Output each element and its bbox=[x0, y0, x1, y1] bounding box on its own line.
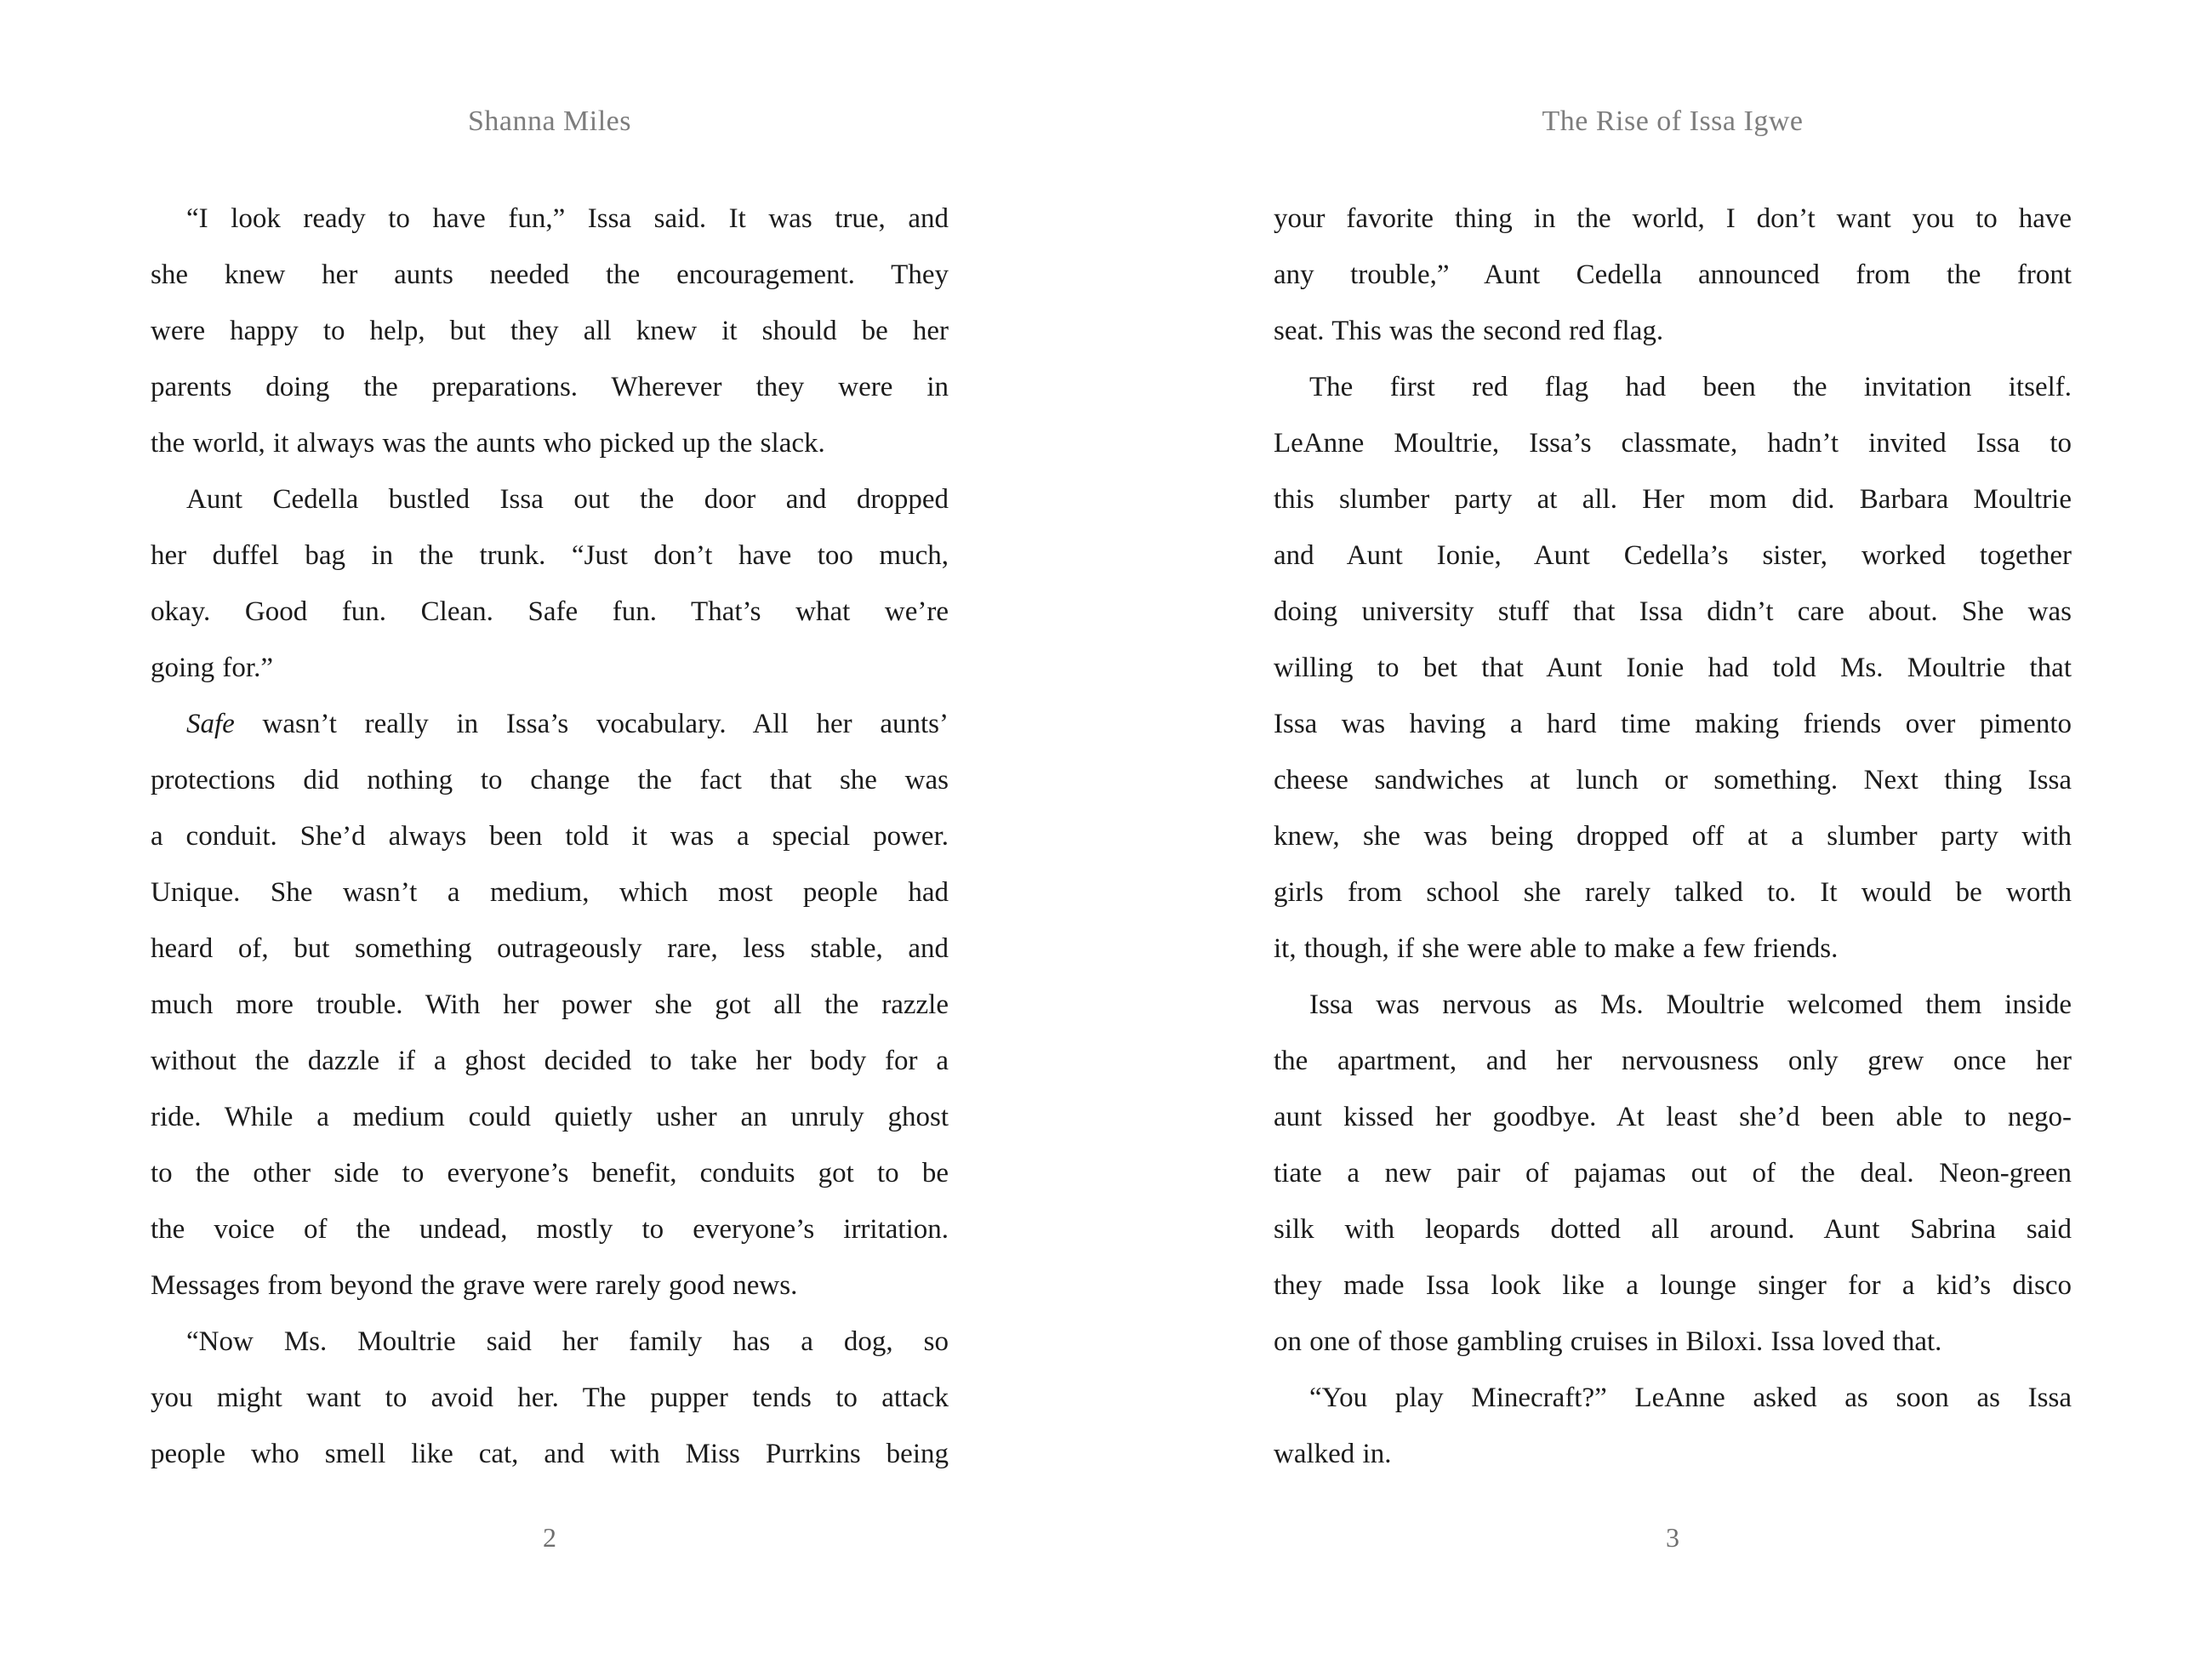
text-line: and Aunt Ionie, Aunt Cedella’s sister, worked together bbox=[1274, 540, 2072, 571]
text-line: people who smell like cat, and with Miss Purrkins being bbox=[151, 1439, 949, 1469]
text-line: ride. While a medium could quietly usher an unruly ghost bbox=[151, 1102, 949, 1132]
page-number-left: 2 bbox=[543, 1522, 556, 1553]
text-line: okay. Good fun. Clean. Safe fun. That’s what we’re bbox=[151, 596, 949, 627]
text-line: heard of, but something outrageously rare, less stable, and bbox=[151, 933, 949, 964]
text-line: the voice of the undead, mostly to everyone’s irritation. bbox=[151, 1214, 949, 1245]
text-line: the world, it always was the aunts who picked up the slack. bbox=[151, 428, 825, 459]
running-header-title: The Rise of Issa Igwe bbox=[1542, 105, 1804, 137]
text-line: The first red flag had been the invitation itself. bbox=[1309, 372, 2072, 402]
text-line: it, though, if she were able to make a few friends. bbox=[1274, 933, 1839, 964]
text-line: LeAnne Moultrie, Issa’s classmate, hadn’t invited Issa to bbox=[1274, 428, 2072, 459]
text-line: Messages from beyond the grave were rarely good news. bbox=[151, 1270, 798, 1301]
text-line: you might want to avoid her. The pupper tends to attack bbox=[151, 1382, 949, 1413]
text-line: parents doing the preparations. Wherever they were in bbox=[151, 372, 949, 402]
text-line: her duffel bag in the trunk. “Just don’t have too much, bbox=[151, 540, 949, 571]
text-line: Issa was having a hard time making friends over pimento bbox=[1274, 709, 2072, 739]
text-line: Safe wasn’t really in Issa’s vocabulary. All her aunts’ bbox=[186, 709, 949, 739]
text-line: Unique. She wasn’t a medium, which most people had bbox=[151, 877, 949, 908]
text-line: cheese sandwiches at lunch or something. Next thing Issa bbox=[1274, 765, 2072, 795]
text-line: silk with leopards dotted all around. Aunt Sabrina said bbox=[1274, 1214, 2072, 1245]
text-line: this slumber party at all. Her mom did. Barbara Moultrie bbox=[1274, 484, 2072, 515]
text-line: walked in. bbox=[1274, 1439, 1392, 1469]
text-line: willing to bet that Aunt Ionie had told Ms. Moultrie that bbox=[1274, 653, 2072, 683]
text-line: aunt kissed her goodbye. At least she’d been able to nego- bbox=[1274, 1102, 2072, 1132]
text-line: “Now Ms. Moultrie said her family has a dog, so bbox=[186, 1326, 949, 1357]
text-line: were happy to help, but they all knew it should be her bbox=[151, 316, 949, 346]
text-line: Aunt Cedella bustled Issa out the door and dropped bbox=[186, 484, 949, 515]
body-text-left bbox=[151, 191, 949, 1482]
text-line: going for.” bbox=[151, 653, 273, 683]
text-line: much more trouble. With her power she got all the razzle bbox=[151, 989, 949, 1020]
text-line: they made Issa look like a lounge singer for a kid’s disco bbox=[1274, 1270, 2072, 1301]
left-page bbox=[151, 0, 949, 1659]
page-number-right: 3 bbox=[1666, 1522, 1679, 1553]
text-line: a conduit. She’d always been told it was a special power. bbox=[151, 821, 949, 852]
text-line: on one of those gambling cruises in Biloxi. Issa loved that. bbox=[1274, 1326, 1942, 1357]
text-line: seat. This was the second red flag. bbox=[1274, 316, 1664, 346]
text-line: “You play Minecraft?” LeAnne asked as soon as Issa bbox=[1309, 1382, 2072, 1413]
text-line: tiate a new pair of pajamas out of the deal. Neon-green bbox=[1274, 1158, 2072, 1189]
text-line: the apartment, and her nervousness only grew once her bbox=[1274, 1046, 2072, 1076]
text-line: knew, she was being dropped off at a slumber party with bbox=[1274, 821, 2072, 852]
text-line: your favorite thing in the world, I don’t want you to have bbox=[1274, 203, 2072, 234]
text-line: to the other side to everyone’s benefit, conduits got to be bbox=[151, 1158, 949, 1189]
text-line: “I look ready to have fun,” Issa said. It was true, and bbox=[186, 203, 949, 234]
text-line: without the dazzle if a ghost decided to take her body for a bbox=[151, 1046, 949, 1076]
body-text-right bbox=[1274, 191, 2072, 1482]
text-line: doing university stuff that Issa didn’t care about. She was bbox=[1274, 596, 2072, 627]
right-page bbox=[1274, 0, 2072, 1659]
text-line: protections did nothing to change the fact that she was bbox=[151, 765, 949, 795]
running-header-author: Shanna Miles bbox=[467, 105, 632, 137]
text-line: girls from school she rarely talked to. It would be worth bbox=[1274, 877, 2072, 908]
text-line: she knew her aunts needed the encouragement. They bbox=[151, 259, 949, 290]
text-line: any trouble,” Aunt Cedella announced from the front bbox=[1274, 259, 2072, 290]
text-line: Issa was nervous as Ms. Moultrie welcomed them inside bbox=[1309, 989, 2072, 1020]
